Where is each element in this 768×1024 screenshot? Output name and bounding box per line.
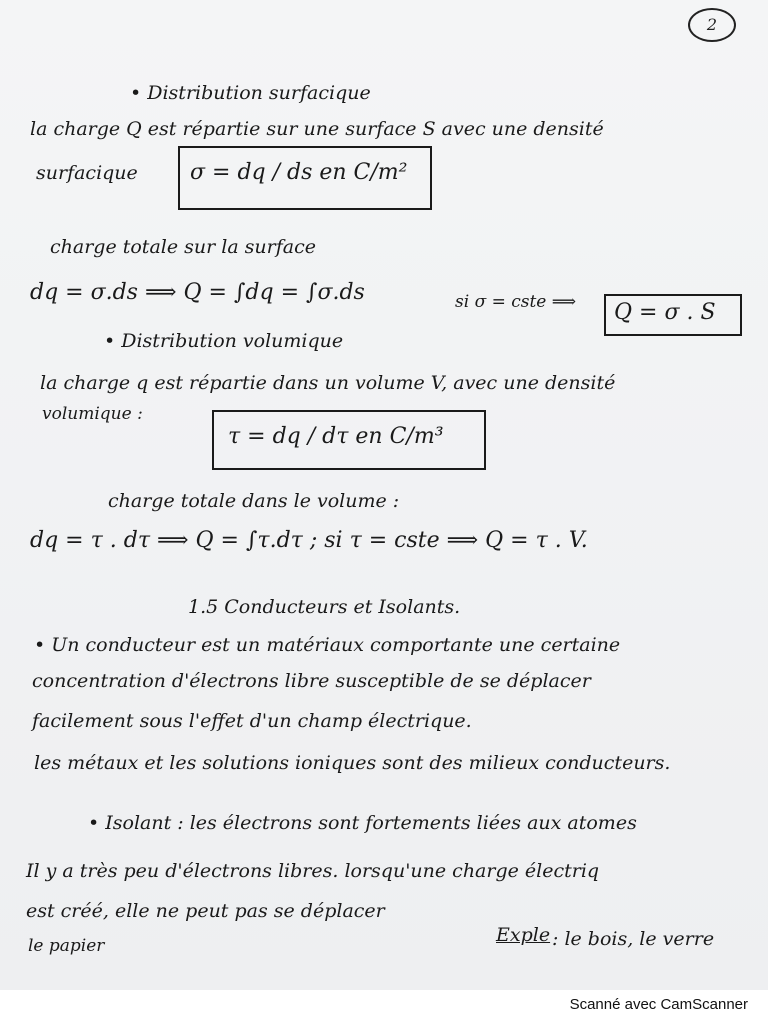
page-number: 2	[688, 8, 736, 42]
text-line: charge totale sur la surface	[50, 236, 316, 258]
formula-line: dq = τ . dτ ⟹ Q = ∫τ.dτ ; si τ = cste ⟹ Q = τ . V.	[30, 528, 588, 553]
section-heading: 1.5 Conducteurs et Isolants.	[188, 596, 461, 618]
footer-bar	[0, 990, 768, 1024]
text-line: est créé, elle ne peut pas se déplacer	[26, 900, 385, 922]
text-line: concentration d'électrons libre susceptible de se déplacer	[32, 670, 591, 692]
text-line: la charge Q est répartie sur une surface S avec une densité	[30, 118, 604, 140]
formula-line: dq = σ.ds ⟹ Q = ∫dq = ∫σ.ds	[30, 280, 365, 305]
formula-condition: si σ = cste ⟹	[455, 292, 577, 312]
heading-volume-distribution: • Distribution volumique	[104, 330, 344, 352]
text-line: le papier	[28, 936, 105, 956]
heading-surface-distribution: • Distribution surfacique	[130, 82, 371, 104]
text-line: : le bois, le verre	[552, 928, 715, 950]
text-line: • Un conducteur est un matériaux comportante une certaine	[34, 634, 621, 656]
text-example-label: Exple	[496, 924, 551, 946]
formula-volume-density: τ = dq / dτ en C/m³	[228, 424, 444, 449]
text-line: facilement sous l'effet d'un champ électrique.	[32, 710, 472, 732]
formula-surface-density: σ = dq / ds en C/m²	[190, 160, 408, 185]
text-line: les métaux et les solutions ioniques sont des milieux conducteurs.	[34, 752, 671, 774]
formula-total-surface: Q = σ . S	[614, 300, 716, 325]
text-line: Il y a très peu d'électrons libres. lorsqu'une charge électriq	[26, 860, 600, 882]
scanner-watermark: Scanné avec CamScanner	[569, 996, 748, 1013]
text-line: volumique :	[42, 404, 143, 424]
text-line: surfacique	[36, 162, 138, 184]
text-line: • Isolant : les électrons sont fortements liées aux atomes	[88, 812, 637, 834]
text-line: charge totale dans le volume :	[108, 490, 400, 512]
text-line: la charge q est répartie dans un volume V, avec une densité	[40, 372, 616, 394]
